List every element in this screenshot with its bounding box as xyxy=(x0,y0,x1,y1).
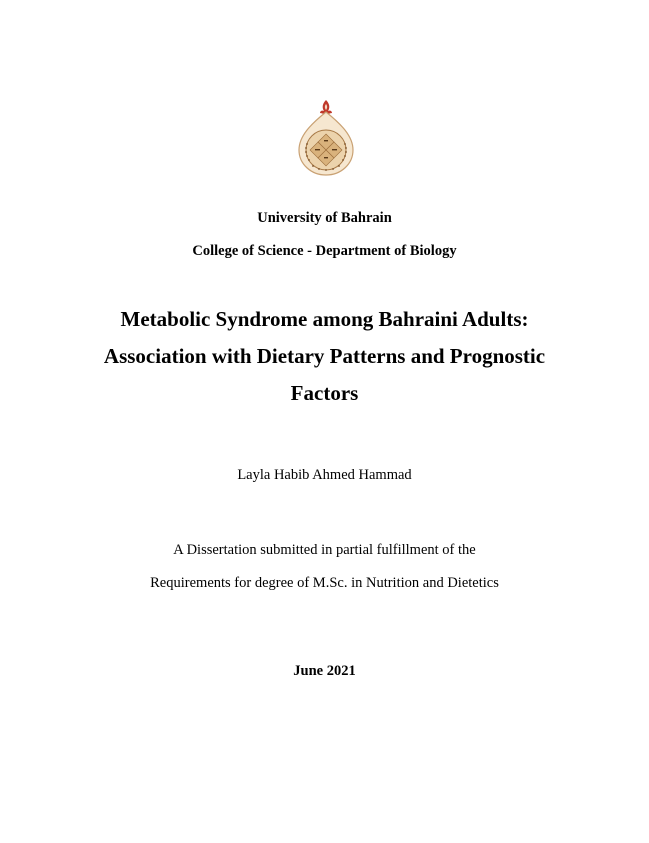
dissertation-title-line-3: Factors xyxy=(290,381,359,405)
university-name: University of Bahrain xyxy=(257,210,392,226)
college-department: College of Science - Department of Biology xyxy=(192,243,457,259)
dissertation-title-line-1: Metabolic Syndrome among Bahraini Adults: xyxy=(120,307,529,331)
university-seal-icon xyxy=(293,98,359,178)
submission-statement-line-2: Requirements for degree of M.Sc. in Nutrition and Dietetics xyxy=(150,575,499,591)
submission-date: June 2021 xyxy=(293,663,356,679)
author-name: Layla Habib Ahmed Hammad xyxy=(237,467,412,483)
submission-statement-line-1: A Dissertation submitted in partial fulfillment of the xyxy=(173,542,476,558)
dissertation-title-line-2: Association with Dietary Patterns and Prognostic xyxy=(103,344,546,368)
